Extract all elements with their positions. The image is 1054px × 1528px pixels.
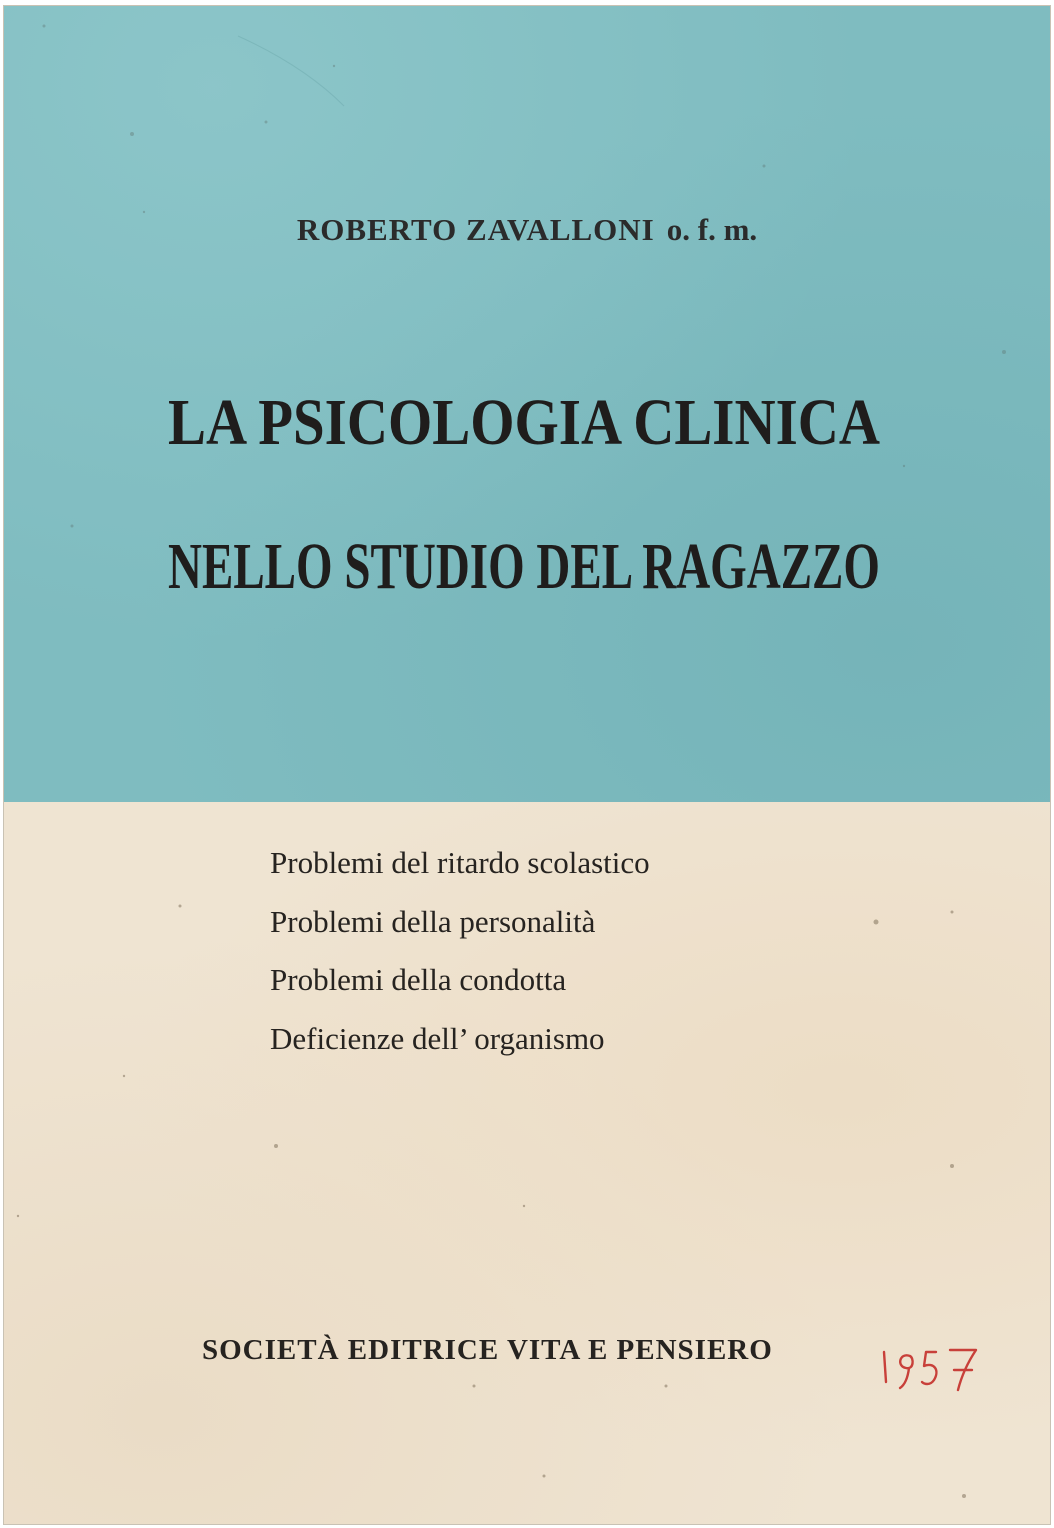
title-line-2-text: NELLO STUDIO DEL RAGAZZO [168,530,880,603]
subtitle-item: Deficienze dell’ organismo [270,1020,605,1056]
title-line-2 [164,518,884,614]
author-line [4,212,1050,248]
handwritten-year-note [876,1342,988,1398]
book-cover [4,6,1050,1524]
publisher-name: SOCIETÀ EDITRICE VITA E PENSIERO [202,1334,773,1366]
subtitle-item: Problemi della condotta [270,962,567,997]
title-line-1 [164,374,884,470]
subtitle-list [270,834,650,1068]
subtitle-item: Problemi del ritardo scolastico [270,845,650,880]
author-name: ROBERTO ZAVALLONI [296,212,655,247]
title-line-1-text: LA PSICOLOGIA CLINICA [168,386,881,459]
author-order-suffix: o. f. m. [666,212,758,247]
subtitle-item: Problemi della personalità [270,903,596,939]
